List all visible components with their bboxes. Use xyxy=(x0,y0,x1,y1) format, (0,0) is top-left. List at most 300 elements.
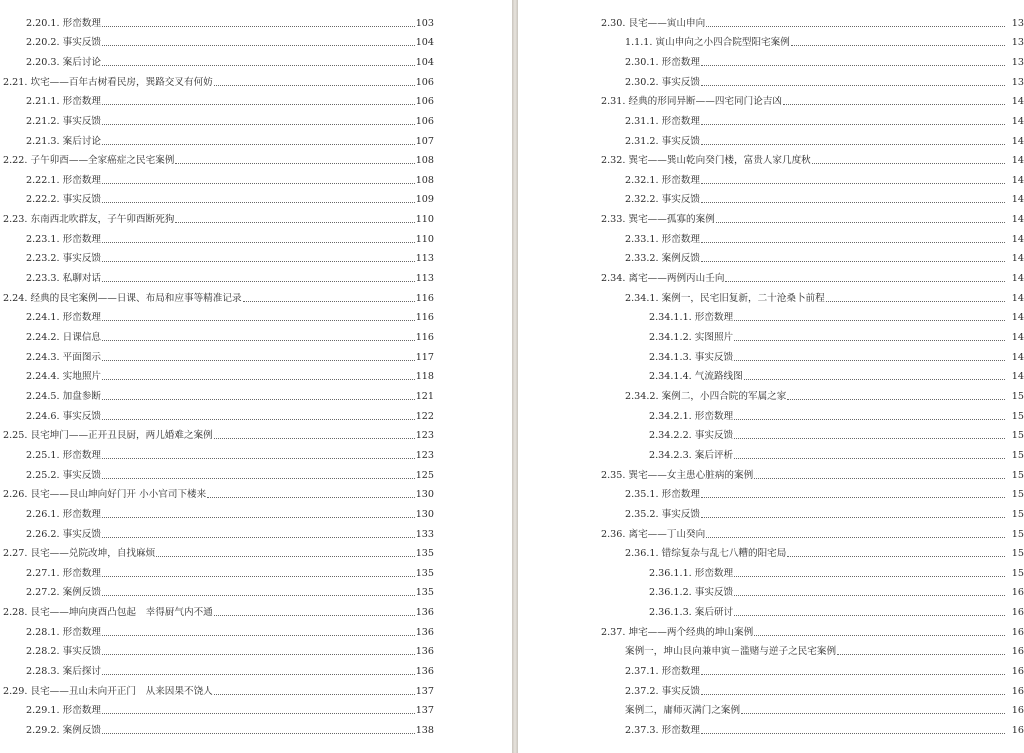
toc-entry[interactable] xyxy=(26,226,434,246)
toc-entry[interactable] xyxy=(26,10,434,30)
toc-page-number: 16 xyxy=(1011,607,1024,619)
dot-leader xyxy=(102,202,415,203)
toc-entry-text: 形峦数理 xyxy=(62,233,102,245)
toc-entry[interactable] xyxy=(26,717,434,737)
dot-leader xyxy=(826,301,1005,302)
toc-entry-number: 2.24.3. xyxy=(26,351,60,363)
toc-entry-text: 巽宅——巽山乾向癸门楼，富贵人家几度秋 xyxy=(628,155,811,167)
toc-entry[interactable] xyxy=(26,167,434,187)
dot-leader xyxy=(102,379,415,380)
toc-entry-text: 实图照片 xyxy=(694,332,734,344)
toc-page-number: 14 xyxy=(1011,312,1024,324)
toc-entry[interactable] xyxy=(625,226,1024,246)
toc-entry-number: 2.36.1.3. xyxy=(649,607,692,619)
toc-entry-title xyxy=(601,96,782,108)
toc-entry[interactable] xyxy=(601,148,1024,168)
toc-page-number: 13 xyxy=(1011,76,1024,88)
toc-entry[interactable] xyxy=(649,423,1024,443)
toc-entry-title xyxy=(649,450,733,462)
toc-entry[interactable] xyxy=(625,482,1024,502)
toc-entry[interactable] xyxy=(601,89,1024,109)
toc-entry[interactable] xyxy=(649,442,1024,462)
toc-entry-title xyxy=(3,489,206,501)
toc-entry[interactable] xyxy=(3,482,434,502)
toc-entry[interactable] xyxy=(26,89,434,109)
toc-entry-number: 2.26.1. xyxy=(26,508,60,520)
toc-entry[interactable] xyxy=(3,423,434,443)
toc-entry-title xyxy=(649,430,733,442)
toc-entry-number: 2.21.2. xyxy=(26,115,60,127)
toc-entry-text: 形峦数理 xyxy=(661,115,701,127)
toc-entry[interactable] xyxy=(625,639,1024,659)
toc-page-number: 16 xyxy=(1011,587,1024,599)
toc-page-number: 14 xyxy=(1011,115,1024,127)
toc-entry-number: 2.23. xyxy=(3,214,28,226)
toc-entry-number: 2.21.1. xyxy=(26,96,60,108)
dot-leader xyxy=(701,733,1005,734)
toc-entry[interactable] xyxy=(26,364,434,384)
toc-entry-number: 2.20.3. xyxy=(26,56,60,68)
dot-leader xyxy=(754,635,1005,636)
toc-entry-text: 案后评析 xyxy=(694,449,734,461)
toc-entry-text: 案后研讨 xyxy=(694,607,734,619)
toc-page-number: 14 xyxy=(1011,292,1024,304)
toc-entry-title xyxy=(26,175,101,187)
toc-entry[interactable] xyxy=(649,403,1024,423)
toc-entry[interactable] xyxy=(26,462,434,482)
toc-entry-title xyxy=(625,646,836,658)
toc-entry[interactable] xyxy=(625,128,1024,148)
dot-leader xyxy=(102,537,415,538)
toc-entry-title xyxy=(601,155,811,167)
toc-entry-number: 2.20.2. xyxy=(26,37,60,49)
toc-entry-text: 经典的艮宅案例——日课、布局和应事等精准记录 xyxy=(30,292,242,304)
toc-entry-number: 2.30.2. xyxy=(625,76,659,88)
toc-entry-text: 形峦数理 xyxy=(661,233,701,245)
dot-leader xyxy=(102,281,415,282)
toc-entry-number: 2.34.2.2. xyxy=(649,430,692,442)
toc-entry-text: 事实反馈 xyxy=(661,135,701,147)
toc-page-number: 136 xyxy=(415,626,434,638)
toc-entry-text: 日课信息 xyxy=(62,332,102,344)
toc-entry-title xyxy=(3,214,174,226)
toc-entry[interactable] xyxy=(26,324,434,344)
toc-entry-title xyxy=(625,391,786,403)
toc-entry-text: 艮宅——艮山坤向好门开 小小官司下楼来 xyxy=(30,489,207,501)
toc-entry-number: 2.24.2. xyxy=(26,332,60,344)
toc-entry[interactable] xyxy=(625,69,1024,89)
dot-leader xyxy=(102,517,415,518)
toc-entry-title xyxy=(26,725,101,737)
toc-entry[interactable] xyxy=(625,285,1024,305)
toc-page-number: 14 xyxy=(1011,96,1024,108)
toc-entry-text: 形峦数理 xyxy=(62,174,102,186)
toc-entry[interactable] xyxy=(26,619,434,639)
toc-entry-number: 2.28.2. xyxy=(26,646,60,658)
toc-page-number: 15 xyxy=(1011,508,1024,520)
toc-entry-number: 2.36.1.2. xyxy=(649,587,692,599)
dot-leader xyxy=(701,242,1005,243)
toc-entry-title xyxy=(625,57,700,69)
toc-page-number: 113 xyxy=(415,273,434,285)
toc-page-number: 107 xyxy=(415,135,434,147)
dot-leader xyxy=(701,261,1005,262)
toc-entry[interactable] xyxy=(625,108,1024,128)
toc-page-number: 130 xyxy=(415,508,434,520)
toc-entry[interactable] xyxy=(649,580,1024,600)
toc-entry[interactable] xyxy=(26,108,434,128)
toc-entry[interactable] xyxy=(26,49,434,69)
dot-leader xyxy=(102,654,415,655)
toc-entry-title xyxy=(649,332,733,344)
dot-leader xyxy=(102,26,415,27)
toc-entry-number: 2.34.1.1. xyxy=(649,312,692,324)
dot-leader xyxy=(102,340,415,341)
toc-page-number: 14 xyxy=(1011,194,1024,206)
toc-entry-title xyxy=(26,136,101,148)
toc-page-number: 15 xyxy=(1011,548,1024,560)
toc-entry-number: 2.23.2. xyxy=(26,253,60,265)
toc-entry-number: 2.36.1. xyxy=(625,548,659,560)
dot-leader xyxy=(214,615,415,616)
toc-entry-text: 坎宅——百年古树看民房，巽路交叉有何妨 xyxy=(30,76,213,88)
toc-entry-number: 2.34.2.1. xyxy=(649,410,692,422)
toc-entry[interactable] xyxy=(26,128,434,148)
toc-entry[interactable] xyxy=(625,717,1024,737)
toc-page-number: 13 xyxy=(1011,37,1024,49)
toc-page-number: 135 xyxy=(415,548,434,560)
toc-entry-text: 事实反馈 xyxy=(62,528,102,540)
dot-leader xyxy=(701,497,1005,498)
toc-entry[interactable] xyxy=(649,324,1024,344)
toc-entry[interactable] xyxy=(26,344,434,364)
toc-entry[interactable] xyxy=(601,521,1024,541)
toc-entry-text: 艮宅——寅山申向 xyxy=(628,17,706,29)
toc-entry[interactable] xyxy=(625,30,1024,50)
dot-leader xyxy=(102,674,415,675)
toc-entry-number: 2.36.1.1. xyxy=(649,567,692,579)
toc-page-number: 135 xyxy=(415,567,434,579)
toc-entry-text: 事实反馈 xyxy=(62,469,102,481)
toc-entry[interactable] xyxy=(625,167,1024,187)
toc-entry[interactable] xyxy=(625,383,1024,403)
dot-leader xyxy=(701,674,1005,675)
toc-entry-title xyxy=(26,371,101,383)
toc-entry[interactable] xyxy=(625,678,1024,698)
toc-entry-title xyxy=(649,568,733,580)
toc-entry-text: 巽宅——孤寡的案例 xyxy=(628,214,715,226)
toc-entry-text: 形峦数理 xyxy=(694,410,734,422)
toc-entry-text: 形峦数理 xyxy=(62,96,102,108)
toc-entry-title xyxy=(601,627,753,639)
toc-entry-text: 案例反馈 xyxy=(661,253,701,265)
toc-entry[interactable] xyxy=(26,639,434,659)
toc-entry-title xyxy=(26,234,101,246)
toc-entry[interactable] xyxy=(3,285,434,305)
toc-page-number: 110 xyxy=(415,233,434,245)
toc-page-number: 14 xyxy=(1011,371,1024,383)
toc-page-number: 130 xyxy=(415,489,434,501)
dot-leader xyxy=(102,635,415,636)
toc-entry-number: 2.27.1. xyxy=(26,567,60,579)
toc-entry-title xyxy=(26,332,101,344)
toc-entry-number: 2.21.3. xyxy=(26,135,60,147)
toc-page-number: 117 xyxy=(415,351,434,363)
toc-entry[interactable] xyxy=(601,265,1024,285)
toc-page-number: 14 xyxy=(1011,273,1024,285)
toc-entry-number: 2.27. xyxy=(3,548,28,560)
toc-entry-title xyxy=(3,77,213,89)
toc-entry[interactable] xyxy=(3,69,434,89)
toc-entry[interactable] xyxy=(26,383,434,403)
dot-leader xyxy=(207,497,414,498)
dot-leader xyxy=(734,438,1005,439)
dot-leader xyxy=(787,399,1005,400)
toc-entry-title xyxy=(3,607,213,619)
dot-leader xyxy=(102,478,415,479)
dot-leader xyxy=(102,713,415,714)
toc-entry-text: 形峦数理 xyxy=(661,174,701,186)
toc-entry-title xyxy=(649,411,733,423)
toc-entry[interactable] xyxy=(26,560,434,580)
toc-entry-title xyxy=(649,371,743,383)
dot-leader xyxy=(787,556,1005,557)
toc-entry[interactable] xyxy=(3,678,434,698)
toc-entry[interactable] xyxy=(26,403,434,423)
toc-entry-title xyxy=(26,470,101,482)
toc-entry-title xyxy=(26,646,101,658)
toc-entry-text: 私聊对话 xyxy=(62,273,102,285)
toc-entry-number: 2.20.1. xyxy=(26,17,60,29)
toc-page-number: 15 xyxy=(1011,390,1024,402)
toc-entry[interactable] xyxy=(26,187,434,207)
toc-entry-text: 形峦数理 xyxy=(661,56,701,68)
toc-entry-text: 事实反馈 xyxy=(661,508,701,520)
toc-entry-text: 事实反馈 xyxy=(661,685,701,697)
dot-leader xyxy=(725,281,1005,282)
toc-page-number: 106 xyxy=(415,115,434,127)
toc-entry-number: 2.24.5. xyxy=(26,390,60,402)
toc-page-number: 16 xyxy=(1011,646,1024,658)
toc-entry[interactable] xyxy=(3,541,434,561)
toc-entry-title xyxy=(3,293,242,305)
toc-page-number: 16 xyxy=(1011,705,1024,717)
dot-leader xyxy=(706,26,1005,27)
toc-entry-number: 2.26.2. xyxy=(26,528,60,540)
dot-leader xyxy=(701,517,1005,518)
toc-entry[interactable] xyxy=(601,619,1024,639)
toc-entry-title xyxy=(3,430,213,442)
toc-entry-text: 形峦数理 xyxy=(661,725,701,737)
toc-page-number: 14 xyxy=(1011,253,1024,265)
dot-leader xyxy=(734,320,1005,321)
toc-entry-title xyxy=(26,57,101,69)
toc-entry-text: 形峦数理 xyxy=(62,17,102,29)
dot-leader xyxy=(734,360,1005,361)
toc-entry-text: 艮宅——丑山未向开正门 从来因果不饶人 xyxy=(30,685,213,697)
dot-leader xyxy=(102,320,415,321)
toc-entry[interactable] xyxy=(26,442,434,462)
toc-page-number: 15 xyxy=(1011,430,1024,442)
dot-leader xyxy=(734,595,1005,596)
toc-entry-number: 2.22.2. xyxy=(26,194,60,206)
toc-entry[interactable] xyxy=(3,600,434,620)
toc-entry-title xyxy=(625,116,700,128)
dot-leader xyxy=(102,733,415,734)
toc-entry-title xyxy=(625,253,700,265)
toc-entry[interactable] xyxy=(26,265,434,285)
dot-leader xyxy=(102,45,415,46)
dot-leader xyxy=(214,85,415,86)
toc-entry[interactable] xyxy=(649,344,1024,364)
toc-entry[interactable] xyxy=(26,501,434,521)
toc-entry-text: 案例一，坤山艮向兼申寅－滥赌与逆子之民宅案例 xyxy=(625,646,837,658)
toc-entry-number: 2.30.1. xyxy=(625,56,659,68)
toc-page-number: 136 xyxy=(415,646,434,658)
dot-leader xyxy=(102,458,415,459)
dot-leader xyxy=(175,163,414,164)
toc-entry-number: 2.23.3. xyxy=(26,273,60,285)
toc-entry-number: 2.32. xyxy=(601,155,626,167)
dot-leader xyxy=(102,65,415,66)
toc-page-number: 113 xyxy=(415,253,434,265)
toc-entry-title xyxy=(649,312,733,324)
toc-entry[interactable] xyxy=(625,501,1024,521)
toc-entry[interactable] xyxy=(26,658,434,678)
toc-entry-title xyxy=(26,450,101,462)
toc-entry[interactable] xyxy=(625,49,1024,69)
toc-entry[interactable] xyxy=(601,10,1024,30)
dot-leader xyxy=(741,713,1005,714)
dot-leader xyxy=(102,183,415,184)
toc-entry-number: 2.24.1. xyxy=(26,312,60,324)
toc-entry-title xyxy=(26,37,101,49)
toc-entry[interactable] xyxy=(26,30,434,50)
toc-entry[interactable] xyxy=(26,246,434,266)
dot-leader xyxy=(706,537,1005,538)
toc-page-number: 14 xyxy=(1011,214,1024,226)
toc-entry-text: 事实反馈 xyxy=(62,37,102,49)
toc-entry-number: 2.28. xyxy=(3,607,28,619)
toc-entry-number: 2.37.1. xyxy=(625,666,659,678)
toc-entry[interactable] xyxy=(26,521,434,541)
toc-entry-title xyxy=(625,194,700,206)
toc-entry[interactable] xyxy=(26,580,434,600)
toc-page-number: 14 xyxy=(1011,332,1024,344)
toc-entry-text: 事实反馈 xyxy=(62,194,102,206)
toc-entry-text: 离宅——两例丙山壬向 xyxy=(628,273,725,285)
toc-entry-text: 形峦数理 xyxy=(62,705,102,717)
toc-entry-text: 错综复杂与乱七八糟的阳宅局 xyxy=(661,548,787,560)
toc-entry-text: 形峦数理 xyxy=(661,489,701,501)
toc-entry-text: 形峦数理 xyxy=(62,626,102,638)
toc-entry[interactable] xyxy=(649,364,1024,384)
toc-entry[interactable] xyxy=(3,207,434,227)
toc-page-number: 138 xyxy=(415,725,434,737)
dot-leader xyxy=(754,478,1005,479)
toc-page-number: 136 xyxy=(415,666,434,678)
dot-leader xyxy=(102,261,415,262)
toc-entry-number: 2.33. xyxy=(601,214,626,226)
toc-page-number: 123 xyxy=(415,449,434,461)
toc-entry-title xyxy=(26,96,101,108)
toc-page-number: 118 xyxy=(415,371,434,383)
toc-entry-number: 2.37.3. xyxy=(625,725,659,737)
toc-entry[interactable] xyxy=(625,698,1024,718)
toc-entry[interactable] xyxy=(625,541,1024,561)
toc-page-number: 15 xyxy=(1011,528,1024,540)
toc-entry-text: 艮宅坤门——正开丑艮厨，两儿婚难之案例 xyxy=(30,430,213,442)
toc-entry[interactable] xyxy=(625,246,1024,266)
toc-entry-title xyxy=(26,391,101,403)
toc-entry-text: 形峦数理 xyxy=(62,449,102,461)
toc-entry-title xyxy=(625,293,825,305)
toc-entry[interactable] xyxy=(3,148,434,168)
right-page xyxy=(518,0,1024,753)
toc-entry[interactable] xyxy=(649,600,1024,620)
toc-entry-number: 2.21. xyxy=(3,76,28,88)
toc-entry-title xyxy=(625,548,786,560)
dot-leader xyxy=(102,399,415,400)
toc-entry-title xyxy=(3,548,155,560)
dot-leader xyxy=(701,85,1005,86)
toc-entry[interactable] xyxy=(649,560,1024,580)
toc-entry[interactable] xyxy=(601,207,1024,227)
toc-entry-title xyxy=(26,627,101,639)
toc-entry-text: 平面图示 xyxy=(62,351,102,363)
toc-entry-number: 1.1.1. xyxy=(625,37,653,49)
toc-entry-title xyxy=(3,155,174,167)
toc-page-number: 137 xyxy=(415,705,434,717)
toc-entry-text: 事实反馈 xyxy=(62,115,102,127)
toc-entry-number: 2.33.2. xyxy=(625,253,659,265)
toc-entry-number: 2.25.2. xyxy=(26,469,60,481)
toc-entry-number: 2.25. xyxy=(3,430,28,442)
toc-entry-number: 2.32.1. xyxy=(625,174,659,186)
toc-entry-title xyxy=(3,686,213,698)
toc-entry-text: 东南西北吹群友，子午卯酉断死狗 xyxy=(30,214,175,226)
toc-entry-number: 2.34.2. xyxy=(625,390,659,402)
toc-entry[interactable] xyxy=(625,658,1024,678)
toc-entry-title xyxy=(649,352,733,364)
toc-page-number: 14 xyxy=(1011,174,1024,186)
toc-entry[interactable] xyxy=(26,305,434,325)
dot-leader xyxy=(701,144,1005,145)
toc-entry-text: 案例二，小四合院的军属之家 xyxy=(661,390,787,402)
toc-page-number: 137 xyxy=(415,685,434,697)
toc-entry-text: 案例反馈 xyxy=(62,725,102,737)
toc-entry-number: 2.25.1. xyxy=(26,449,60,461)
toc-entry-text: 案后探讨 xyxy=(62,666,102,678)
dot-leader xyxy=(243,301,415,302)
toc-entry[interactable] xyxy=(601,462,1024,482)
dot-leader xyxy=(102,242,415,243)
toc-page-number: 104 xyxy=(415,56,434,68)
toc-page-number: 108 xyxy=(415,174,434,186)
toc-page-number: 16 xyxy=(1011,685,1024,697)
toc-entry-text: 形峦数理 xyxy=(62,312,102,324)
toc-entry-title xyxy=(26,666,101,678)
toc-page-number: 135 xyxy=(415,587,434,599)
toc-entry[interactable] xyxy=(625,187,1024,207)
toc-entry[interactable] xyxy=(26,698,434,718)
toc-entry-number: 2.34.1.2. xyxy=(649,332,692,344)
toc-entry-title xyxy=(26,116,101,128)
toc-entry-text: 形峦数理 xyxy=(694,567,734,579)
toc-page-number: 104 xyxy=(415,37,434,49)
toc-entry-title xyxy=(26,253,101,265)
toc-entry[interactable] xyxy=(649,305,1024,325)
